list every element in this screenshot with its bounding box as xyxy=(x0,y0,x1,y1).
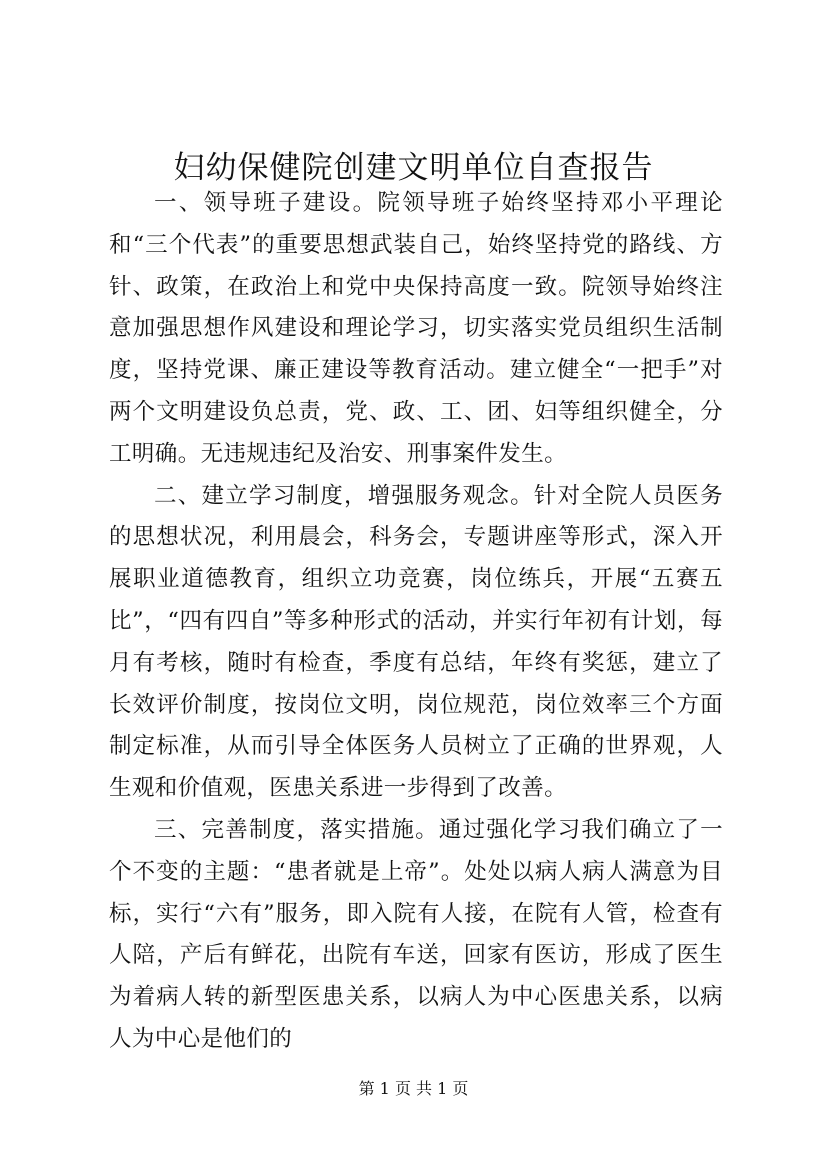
paragraph-leadership: 一、领导班子建设。院领导班子始终坚持邓小平理论和“三个代表”的重要思想武装自己，始终坚持党的路线、方针、政策，在政治上和党中央保持高度一致。院领导始终注意加强思想作风建设和理论学习，切实落实党员组织生活制度，坚持党课、廉正建设等教育活动。建立健全“一把手”对两个文明建设负总责，党、政、工、团、妇等组织健全，分工明确。无违规违纪及治安、刑事案件发生。 xyxy=(109,190,723,467)
page-footer: 第 1 页 共 1 页 xyxy=(358,1079,469,1098)
document-body xyxy=(109,183,723,1061)
paragraph-improve-system: 三、完善制度，落实措施。通过强化学习我们确立了一个不变的主题：“患者就是上帝”。处处以病人病人满意为目标，实行“六有”服务，即入院有人接，在院有人管，检查有人陪，产后有鲜花，出院有车送，回家有医访，形成了医生为着病人转的新型医患关系，以病人为中心医患关系，以病人为中心是他们的 xyxy=(109,816,723,1052)
document-title: 妇幼保健院创建文明单位自查报告 xyxy=(173,150,654,186)
paragraph-study-system: 二、建立学习制度，增强服务观念。针对全院人员医务的思想状况，利用晨会，科务会，专题讲座等形式，深入开展职业道德教育，组织立功竞赛，岗位练兵，开展“五赛五比”，“四有四自”等多种形式的活动，并实行年初有计划，每月有考核，随时有检查，季度有总结，年终有奖惩，建立了长效评价制度，按岗位文明，岗位规范，岗位效率三个方面制定标准，从而引导全体医务人员树立了正确的世界观，人生观和价值观，医患关系进一步得到了改善。 xyxy=(109,482,723,802)
